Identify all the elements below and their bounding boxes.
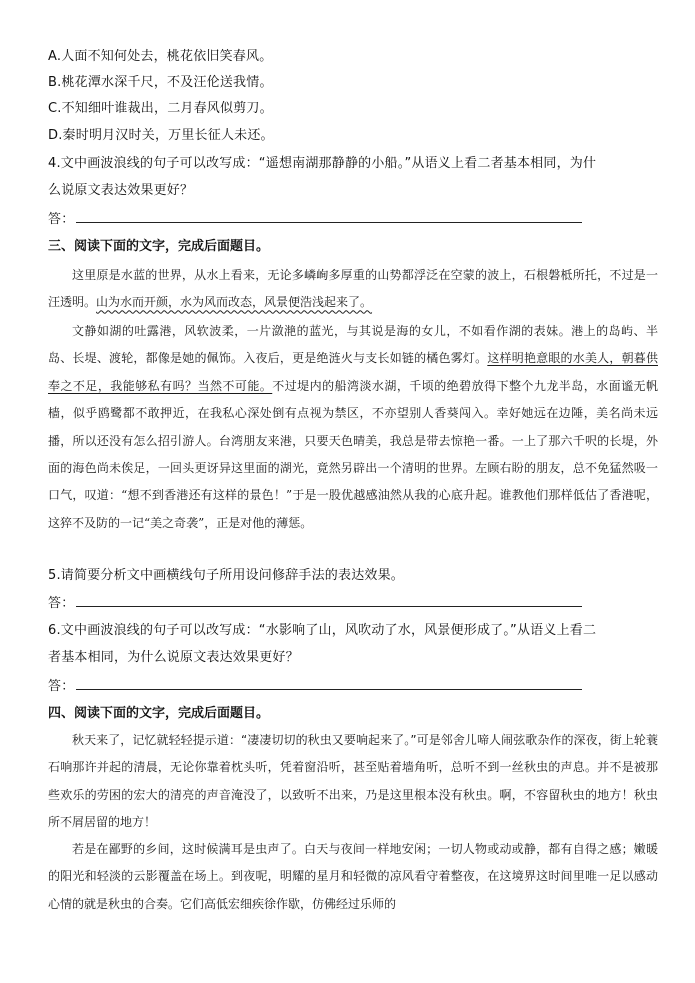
s4-p1-text-b: 可是邻舍儿啼人闹弦歌杂作的深夜，街上轮蓑石响那许并起的清晨，无论你靠着枕头听，凭着窗沿听，甚至贴着墙角听，总听不到一丝秋虫的声息。并不是被那些欢乐的劳困的宏大的清亮的声音淹没了，以致听不出来，乃是这里根本没有秋虫。啊，不容留秋虫的地方！秋虫所不屑居留的地方！ [48,733,658,830]
question-4-answer[interactable] [48,210,582,229]
question-5-answer[interactable] [48,594,582,613]
section-3-heading: 三、阅读下面的文字，完成后面题目。 [48,239,270,254]
question-5: 5.请简要分析文中画横线句子所用设问修辞手法的表达效果。 [48,568,405,583]
section-3-paragraph-2 [48,318,658,537]
option-b: B.桃花潭水深千尺，不及汪伦送我情。 [48,75,273,90]
s3-p2-text-b: 不过堤内的船湾淡水湖，千顷的绝碧放得下整个九龙半岛，水面谧无帆樯，似乎鸥鹭都不敢押近，在我私心深处倒有点视为禁区，不亦望别人香葵闯入。幸好她远在边陲，美名尚未远播，所以还没有怎么招引游人。台湾朋友来港，只要天色晴美，我总是带去惊艳一番。一上了那六千呎的长堤，外面的海色尚未俟足，一回头更讶异这里面的湖光，竟然另辟出一个清明的世界。左顾右盼的朋友，总不免猛然吸一口气，叹道：“想不到香港还有这样的景色！”于是一股优越感油然从我的心底升起。谁教他们那样低估了香港呢，这猝不及防的一记“美之奇袭”，正是对他的薄惩。 [48,378,658,530]
question-6-line-1: 6.文中画波浪线的句子可以改写成：“水影响了山，风吹动了水，风景便形成了。”从语义上看二 [48,623,597,638]
answer-label: 答： [48,596,75,611]
s3-p1-text: 这里原是水蓝的世界，从水上看来，无论多嶙峋多厚重的山势都浮泛在空蒙的波上，石根磐柢所托，不过是一汪透明。 [48,268,658,310]
section-4-paragraph-2: 若是在鄙野的乡间，这时候满耳是虫声了。白天与夜间一样地安闲；一切人物或动或静，都有自得之感；嫩暖的阳光和轻淡的云影覆盖在场上。到夜呢，明耀的星月和轻微的凉风看守着整夜，在这境界这时间里唯一足以感动心情的就是秋虫的合奏。它们高低宏细疾徐作歇，仿佛经过乐师的 [48,842,658,911]
section-3-paragraph-1 [48,262,658,317]
s4-p1-quote: “凄凄切切的秋虫又要响起来了。” [241,733,417,747]
section-4-paragraph-1 [48,727,658,837]
option-a: A.人面不知何处去，桃花依旧笑春风。 [48,49,273,64]
question-6-line-2: 者基本相同，为什么说原文表达效果更好？ [48,650,299,665]
option-c: C.不知细叶谁裁出，二月春风似剪刀。 [48,101,273,116]
section-4-heading: 四、阅读下面的文字，完成后面题目。 [48,706,270,721]
s3-p1-wavy-sentence: 山为水而开颜，水为风而改态，风景便浩浅起来了。 [96,295,373,310]
s3-p2-text-a: 文静如湖的吐露港，风软波柔，一片潋滟的蓝光，与其说是海的女儿，不如看作湖的表妹。港上的岛屿、半岛、长堤、渡轮，都像是她的佩饰。入夜后，更是绝涟火与支长如链的橘色雾灯。 [48,324,658,366]
answer-label: 答： [48,212,75,227]
question-4-line-1: 4.文中画波浪线的句子可以改写成：“遥想南湖那静静的小船。”从语义上看二者基本相同，为什 [48,156,597,171]
s3-p2-underlined-sentence: 这样明艳意眼的水美人，朝暮供奉之不足，我能够私有吗？当然不可能。 [48,351,658,393]
answer-line[interactable] [76,594,582,607]
s4-p1-text-a: 秋天来了，记忆就轻轻提示道： [72,733,242,747]
question-4-line-2: 么说原文表达效果更好？ [48,183,194,198]
answer-line[interactable] [76,210,582,223]
answer-label: 答： [48,679,75,694]
option-d: D.秦时明月汉时关，万里长征人未还。 [48,128,274,143]
answer-line[interactable] [76,677,582,690]
question-6-answer[interactable] [48,677,582,696]
